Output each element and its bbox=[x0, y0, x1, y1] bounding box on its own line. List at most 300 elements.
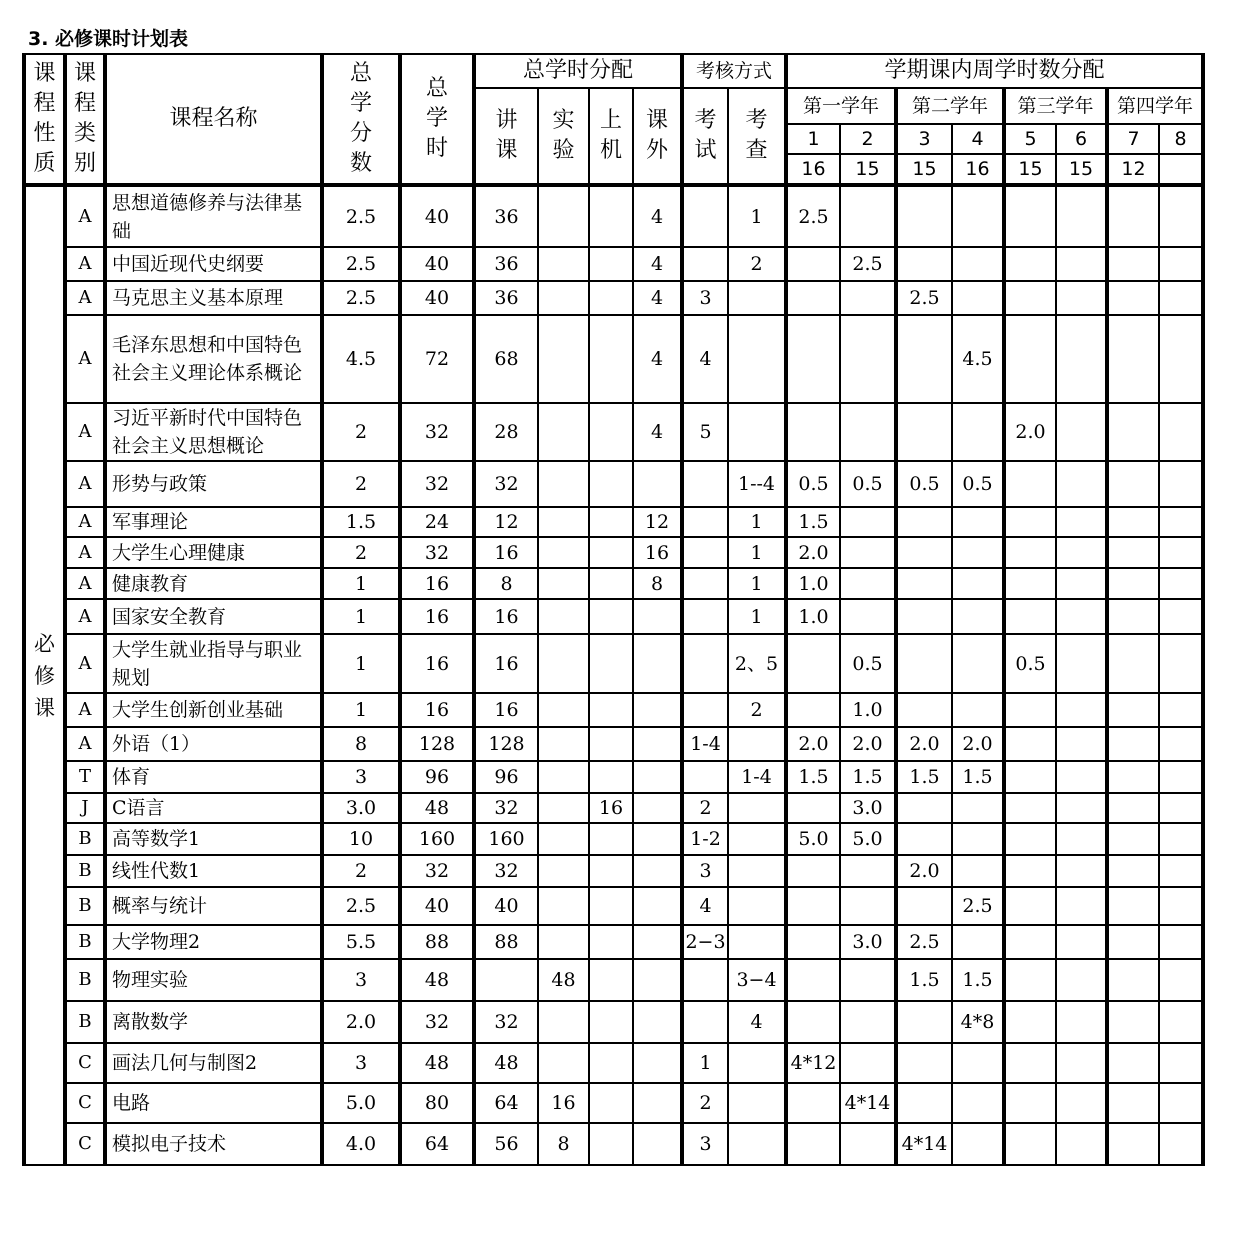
cell-semester-1 bbox=[786, 887, 840, 925]
cell-semester-8 bbox=[1159, 959, 1203, 1001]
cell-hours: 40 bbox=[400, 887, 474, 925]
cell-semester-5 bbox=[1004, 1083, 1056, 1123]
cell-comp bbox=[589, 693, 633, 727]
cell-semester-5 bbox=[1004, 281, 1056, 315]
course-name-cell: 外语（1） bbox=[105, 727, 322, 761]
cell-semester-5 bbox=[1004, 1001, 1056, 1043]
cell-semester-8 bbox=[1159, 185, 1203, 247]
header-semester-8: 8 bbox=[1159, 124, 1203, 154]
cell-semester-8 bbox=[1159, 727, 1203, 761]
cell-semester-1: 2.5 bbox=[786, 185, 840, 247]
cell-semester-2: 4*14 bbox=[840, 1083, 896, 1123]
cell-exam bbox=[682, 599, 728, 634]
cell-credits: 4.5 bbox=[322, 315, 400, 403]
cell-lecture bbox=[474, 959, 538, 1001]
cell-exp bbox=[538, 634, 589, 693]
cell-lecture: 48 bbox=[474, 1043, 538, 1083]
cell-check: 4 bbox=[728, 1001, 786, 1043]
cell-hours: 40 bbox=[400, 281, 474, 315]
cell-semester-3 bbox=[896, 403, 952, 461]
cell-semester-7 bbox=[1107, 461, 1159, 507]
cell-comp bbox=[589, 634, 633, 693]
cell-semester-5 bbox=[1004, 507, 1056, 537]
cell-semester-7 bbox=[1107, 793, 1159, 823]
cell-semester-5 bbox=[1004, 693, 1056, 727]
cell-exam bbox=[682, 568, 728, 599]
course-name-cell: 大学生心理健康 bbox=[105, 537, 322, 568]
cell-semester-1 bbox=[786, 959, 840, 1001]
header-assessment: 考核方式 bbox=[682, 54, 786, 88]
cell-check: 1 bbox=[728, 568, 786, 599]
cell-semester-7 bbox=[1107, 823, 1159, 855]
cell-exam bbox=[682, 247, 728, 281]
cell-check: 1-4 bbox=[728, 761, 786, 793]
cell-semester-8 bbox=[1159, 568, 1203, 599]
cell-exp bbox=[538, 793, 589, 823]
cell-credits: 5.5 bbox=[322, 925, 400, 959]
cell-semester-3 bbox=[896, 537, 952, 568]
cell-semester-2 bbox=[840, 315, 896, 403]
course-category-cell: B bbox=[65, 855, 105, 887]
cell-semester-1 bbox=[786, 403, 840, 461]
course-name-cell: 毛泽东思想和中国特色社会主义理论体系概论 bbox=[105, 315, 322, 403]
cell-semester-5 bbox=[1004, 1123, 1056, 1165]
course-name-cell: 体育 bbox=[105, 761, 322, 793]
cell-comp bbox=[589, 959, 633, 1001]
header-semester-2: 2 bbox=[840, 124, 896, 154]
cell-comp bbox=[589, 823, 633, 855]
cell-exam bbox=[682, 761, 728, 793]
cell-check bbox=[728, 887, 786, 925]
cell-semester-3 bbox=[896, 887, 952, 925]
cell-semester-5 bbox=[1004, 537, 1056, 568]
cell-exam: 3 bbox=[682, 855, 728, 887]
cell-check bbox=[728, 315, 786, 403]
cell-hours: 24 bbox=[400, 507, 474, 537]
header-weeks-2: 15 bbox=[840, 154, 896, 185]
cell-hours: 128 bbox=[400, 727, 474, 761]
cell-semester-1 bbox=[786, 855, 840, 887]
header-weeks-3: 15 bbox=[896, 154, 952, 185]
cell-semester-1: 1.5 bbox=[786, 761, 840, 793]
cell-exam: 2−3 bbox=[682, 925, 728, 959]
course-name-cell: 模拟电子技术 bbox=[105, 1123, 322, 1165]
cell-semester-4 bbox=[952, 185, 1004, 247]
course-name-cell: 军事理论 bbox=[105, 507, 322, 537]
course-name-cell: 大学生创新创业基础 bbox=[105, 693, 322, 727]
cell-semester-3: 4*14 bbox=[896, 1123, 952, 1165]
header-semester-3: 3 bbox=[896, 124, 952, 154]
cell-exam: 4 bbox=[682, 315, 728, 403]
cell-extra bbox=[633, 727, 682, 761]
cell-check: 2 bbox=[728, 247, 786, 281]
cell-extra bbox=[633, 887, 682, 925]
cell-semester-4 bbox=[952, 855, 1004, 887]
table-row bbox=[24, 634, 1203, 693]
cell-semester-1 bbox=[786, 925, 840, 959]
cell-check bbox=[728, 1123, 786, 1165]
cell-lecture: 56 bbox=[474, 1123, 538, 1165]
cell-semester-2 bbox=[840, 887, 896, 925]
cell-semester-4 bbox=[952, 281, 1004, 315]
cell-lecture: 32 bbox=[474, 1001, 538, 1043]
course-category-cell: A bbox=[65, 634, 105, 693]
cell-semester-4 bbox=[952, 568, 1004, 599]
cell-semester-4 bbox=[952, 823, 1004, 855]
header-weeks-8 bbox=[1159, 154, 1203, 185]
header-weeks-1: 16 bbox=[786, 154, 840, 185]
cell-comp bbox=[589, 1001, 633, 1043]
cell-semester-8 bbox=[1159, 925, 1203, 959]
course-name-cell: 中国近现代史纲要 bbox=[105, 247, 322, 281]
cell-semester-8 bbox=[1159, 823, 1203, 855]
cell-semester-8 bbox=[1159, 247, 1203, 281]
cell-comp bbox=[589, 855, 633, 887]
cell-semester-1 bbox=[786, 315, 840, 403]
cell-semester-6 bbox=[1056, 185, 1107, 247]
cell-semester-1: 0.5 bbox=[786, 461, 840, 507]
cell-credits: 10 bbox=[322, 823, 400, 855]
table-row bbox=[24, 1043, 1203, 1083]
cell-semester-8 bbox=[1159, 1001, 1203, 1043]
cell-semester-6 bbox=[1056, 823, 1107, 855]
cell-credits: 8 bbox=[322, 727, 400, 761]
cell-semester-6 bbox=[1056, 568, 1107, 599]
cell-semester-7 bbox=[1107, 247, 1159, 281]
cell-hours: 32 bbox=[400, 855, 474, 887]
cell-hours: 32 bbox=[400, 403, 474, 461]
cell-semester-2: 2.5 bbox=[840, 247, 896, 281]
header-nature: 课 程 性 质 bbox=[24, 54, 65, 185]
cell-semester-7 bbox=[1107, 599, 1159, 634]
cell-exp bbox=[538, 247, 589, 281]
cell-exp bbox=[538, 281, 589, 315]
cell-comp bbox=[589, 599, 633, 634]
cell-comp bbox=[589, 185, 633, 247]
cell-extra: 4 bbox=[633, 403, 682, 461]
cell-exp bbox=[538, 599, 589, 634]
cell-check: 2、5 bbox=[728, 634, 786, 693]
cell-exp bbox=[538, 315, 589, 403]
cell-semester-5 bbox=[1004, 925, 1056, 959]
table-row bbox=[24, 461, 1203, 507]
cell-semester-4 bbox=[952, 925, 1004, 959]
cell-semester-7 bbox=[1107, 761, 1159, 793]
cell-semester-7 bbox=[1107, 315, 1159, 403]
cell-semester-2: 3.0 bbox=[840, 925, 896, 959]
cell-semester-1: 2.0 bbox=[786, 727, 840, 761]
cell-semester-7 bbox=[1107, 959, 1159, 1001]
cell-credits: 3 bbox=[322, 1043, 400, 1083]
header-hours-distribution: 总学时分配 bbox=[474, 54, 682, 88]
cell-exam bbox=[682, 185, 728, 247]
cell-semester-3 bbox=[896, 1043, 952, 1083]
cell-semester-6 bbox=[1056, 959, 1107, 1001]
cell-semester-4 bbox=[952, 634, 1004, 693]
cell-semester-2 bbox=[840, 959, 896, 1001]
cell-extra bbox=[633, 959, 682, 1001]
cell-extra bbox=[633, 634, 682, 693]
cell-semester-3 bbox=[896, 823, 952, 855]
cell-semester-8 bbox=[1159, 693, 1203, 727]
cell-semester-4 bbox=[952, 247, 1004, 281]
cell-semester-3 bbox=[896, 315, 952, 403]
cell-comp bbox=[589, 247, 633, 281]
cell-exam bbox=[682, 507, 728, 537]
cell-credits: 5.0 bbox=[322, 1083, 400, 1123]
course-name-cell: 物理实验 bbox=[105, 959, 322, 1001]
cell-semester-2: 2.0 bbox=[840, 727, 896, 761]
cell-credits: 2.5 bbox=[322, 887, 400, 925]
cell-semester-8 bbox=[1159, 855, 1203, 887]
cell-exam: 1-2 bbox=[682, 823, 728, 855]
cell-check: 3−4 bbox=[728, 959, 786, 1001]
cell-exam bbox=[682, 693, 728, 727]
cell-comp bbox=[589, 1043, 633, 1083]
cell-extra bbox=[633, 599, 682, 634]
cell-hours: 40 bbox=[400, 185, 474, 247]
cell-lecture: 160 bbox=[474, 823, 538, 855]
cell-semester-2: 1.5 bbox=[840, 761, 896, 793]
course-name-cell: 习近平新时代中国特色社会主义思想概论 bbox=[105, 403, 322, 461]
course-plan-table bbox=[22, 53, 1205, 1166]
cell-hours: 40 bbox=[400, 247, 474, 281]
cell-hours: 32 bbox=[400, 1001, 474, 1043]
cell-credits: 2 bbox=[322, 403, 400, 461]
cell-hours: 16 bbox=[400, 693, 474, 727]
cell-semester-6 bbox=[1056, 507, 1107, 537]
course-category-cell: A bbox=[65, 403, 105, 461]
cell-semester-4 bbox=[952, 793, 1004, 823]
cell-semester-6 bbox=[1056, 761, 1107, 793]
course-category-cell: A bbox=[65, 507, 105, 537]
cell-semester-3: 2.5 bbox=[896, 925, 952, 959]
cell-check: 1 bbox=[728, 507, 786, 537]
cell-semester-2 bbox=[840, 185, 896, 247]
cell-semester-4: 1.5 bbox=[952, 959, 1004, 1001]
cell-credits: 3 bbox=[322, 761, 400, 793]
cell-semester-2 bbox=[840, 568, 896, 599]
cell-exp: 16 bbox=[538, 1083, 589, 1123]
table-body bbox=[24, 185, 1203, 1165]
cell-credits: 2.5 bbox=[322, 247, 400, 281]
cell-credits: 2.5 bbox=[322, 185, 400, 247]
table-row bbox=[24, 761, 1203, 793]
cell-check bbox=[728, 403, 786, 461]
cell-exam: 4 bbox=[682, 887, 728, 925]
cell-exam bbox=[682, 537, 728, 568]
course-category-cell: A bbox=[65, 315, 105, 403]
cell-exam: 2 bbox=[682, 793, 728, 823]
cell-semester-4: 2.0 bbox=[952, 727, 1004, 761]
cell-check bbox=[728, 793, 786, 823]
table-row bbox=[24, 185, 1203, 247]
cell-semester-1 bbox=[786, 634, 840, 693]
cell-comp bbox=[589, 507, 633, 537]
cell-extra: 4 bbox=[633, 315, 682, 403]
header-semester-7: 7 bbox=[1107, 124, 1159, 154]
cell-check bbox=[728, 727, 786, 761]
cell-semester-7 bbox=[1107, 537, 1159, 568]
course-name-cell: C语言 bbox=[105, 793, 322, 823]
cell-lecture: 36 bbox=[474, 247, 538, 281]
table-row bbox=[24, 1123, 1203, 1165]
table-row bbox=[24, 887, 1203, 925]
cell-extra bbox=[633, 1001, 682, 1043]
cell-semester-7 bbox=[1107, 1083, 1159, 1123]
cell-lecture: 64 bbox=[474, 1083, 538, 1123]
header-semester-1: 1 bbox=[786, 124, 840, 154]
cell-semester-5 bbox=[1004, 823, 1056, 855]
course-category-cell: B bbox=[65, 1001, 105, 1043]
header-semester-5: 5 bbox=[1004, 124, 1056, 154]
cell-extra: 12 bbox=[633, 507, 682, 537]
cell-comp bbox=[589, 281, 633, 315]
course-plan-table-wrapper bbox=[22, 53, 1205, 1166]
cell-semester-4 bbox=[952, 1043, 1004, 1083]
table-row bbox=[24, 925, 1203, 959]
cell-semester-5 bbox=[1004, 247, 1056, 281]
cell-semester-5 bbox=[1004, 568, 1056, 599]
cell-semester-3 bbox=[896, 634, 952, 693]
cell-semester-7 bbox=[1107, 1001, 1159, 1043]
cell-semester-2 bbox=[840, 537, 896, 568]
cell-semester-4: 0.5 bbox=[952, 461, 1004, 507]
cell-semester-7 bbox=[1107, 281, 1159, 315]
cell-semester-5 bbox=[1004, 887, 1056, 925]
cell-semester-8 bbox=[1159, 793, 1203, 823]
cell-semester-1: 4*12 bbox=[786, 1043, 840, 1083]
cell-hours: 32 bbox=[400, 461, 474, 507]
table-row bbox=[24, 959, 1203, 1001]
cell-extra bbox=[633, 855, 682, 887]
header-category: 课 程 类 别 bbox=[65, 54, 105, 185]
cell-comp bbox=[589, 315, 633, 403]
cell-semester-3 bbox=[896, 1001, 952, 1043]
cell-comp: 16 bbox=[589, 793, 633, 823]
cell-semester-6 bbox=[1056, 281, 1107, 315]
table-row bbox=[24, 823, 1203, 855]
cell-extra bbox=[633, 823, 682, 855]
cell-exam: 5 bbox=[682, 403, 728, 461]
cell-semester-3 bbox=[896, 599, 952, 634]
cell-exp bbox=[538, 761, 589, 793]
table-row bbox=[24, 793, 1203, 823]
cell-comp bbox=[589, 1083, 633, 1123]
cell-semester-5 bbox=[1004, 727, 1056, 761]
cell-semester-6 bbox=[1056, 1043, 1107, 1083]
cell-semester-3 bbox=[896, 1083, 952, 1123]
cell-semester-4 bbox=[952, 1123, 1004, 1165]
cell-semester-6 bbox=[1056, 247, 1107, 281]
cell-semester-1 bbox=[786, 247, 840, 281]
header-year-2: 第二学年 bbox=[896, 88, 1004, 124]
header-experiment: 实 验 bbox=[538, 88, 589, 185]
table-row bbox=[24, 568, 1203, 599]
cell-semester-5 bbox=[1004, 185, 1056, 247]
header-total-hours: 总 学 时 bbox=[400, 54, 474, 185]
cell-semester-3 bbox=[896, 693, 952, 727]
cell-semester-8 bbox=[1159, 403, 1203, 461]
course-name-cell: 大学物理2 bbox=[105, 925, 322, 959]
cell-exp: 48 bbox=[538, 959, 589, 1001]
table-row bbox=[24, 1083, 1203, 1123]
cell-lecture: 16 bbox=[474, 537, 538, 568]
cell-semester-2 bbox=[840, 1043, 896, 1083]
cell-semester-2: 5.0 bbox=[840, 823, 896, 855]
cell-exp bbox=[538, 1001, 589, 1043]
cell-semester-7 bbox=[1107, 727, 1159, 761]
cell-semester-6 bbox=[1056, 1123, 1107, 1165]
cell-exp bbox=[538, 568, 589, 599]
cell-semester-4: 1.5 bbox=[952, 761, 1004, 793]
cell-semester-1 bbox=[786, 693, 840, 727]
cell-semester-6 bbox=[1056, 855, 1107, 887]
cell-lecture: 16 bbox=[474, 634, 538, 693]
cell-exp bbox=[538, 855, 589, 887]
table-row bbox=[24, 537, 1203, 568]
cell-semester-1: 1.5 bbox=[786, 507, 840, 537]
cell-extra bbox=[633, 693, 682, 727]
cell-semester-6 bbox=[1056, 1083, 1107, 1123]
cell-semester-6 bbox=[1056, 793, 1107, 823]
cell-semester-2 bbox=[840, 281, 896, 315]
course-category-cell: A bbox=[65, 281, 105, 315]
cell-credits: 2.5 bbox=[322, 281, 400, 315]
table-row bbox=[24, 599, 1203, 634]
cell-semester-4: 4.5 bbox=[952, 315, 1004, 403]
cell-credits: 2.0 bbox=[322, 1001, 400, 1043]
cell-semester-7 bbox=[1107, 568, 1159, 599]
cell-credits: 4.0 bbox=[322, 1123, 400, 1165]
course-name-cell: 电路 bbox=[105, 1083, 322, 1123]
cell-semester-4 bbox=[952, 403, 1004, 461]
cell-credits: 3 bbox=[322, 959, 400, 1001]
cell-comp bbox=[589, 925, 633, 959]
cell-lecture: 36 bbox=[474, 281, 538, 315]
cell-comp bbox=[589, 761, 633, 793]
cell-check bbox=[728, 1083, 786, 1123]
header-year-4: 第四学年 bbox=[1107, 88, 1203, 124]
cell-semester-2: 1.0 bbox=[840, 693, 896, 727]
cell-extra: 4 bbox=[633, 185, 682, 247]
cell-comp bbox=[589, 887, 633, 925]
cell-extra bbox=[633, 793, 682, 823]
cell-extra bbox=[633, 1083, 682, 1123]
cell-semester-6 bbox=[1056, 403, 1107, 461]
course-category-cell: C bbox=[65, 1043, 105, 1083]
cell-semester-6 bbox=[1056, 599, 1107, 634]
cell-lecture: 40 bbox=[474, 887, 538, 925]
cell-semester-6 bbox=[1056, 693, 1107, 727]
cell-semester-8 bbox=[1159, 634, 1203, 693]
cell-extra: 4 bbox=[633, 247, 682, 281]
cell-exp bbox=[538, 823, 589, 855]
table-row bbox=[24, 281, 1203, 315]
cell-hours: 16 bbox=[400, 634, 474, 693]
cell-comp bbox=[589, 403, 633, 461]
cell-lecture: 32 bbox=[474, 793, 538, 823]
cell-semester-5: 2.0 bbox=[1004, 403, 1056, 461]
cell-semester-5 bbox=[1004, 761, 1056, 793]
cell-semester-1 bbox=[786, 1123, 840, 1165]
course-category-cell: B bbox=[65, 959, 105, 1001]
cell-semester-8 bbox=[1159, 1083, 1203, 1123]
course-category-cell: A bbox=[65, 537, 105, 568]
course-category-cell: J bbox=[65, 793, 105, 823]
cell-lecture: 28 bbox=[474, 403, 538, 461]
cell-exam bbox=[682, 959, 728, 1001]
